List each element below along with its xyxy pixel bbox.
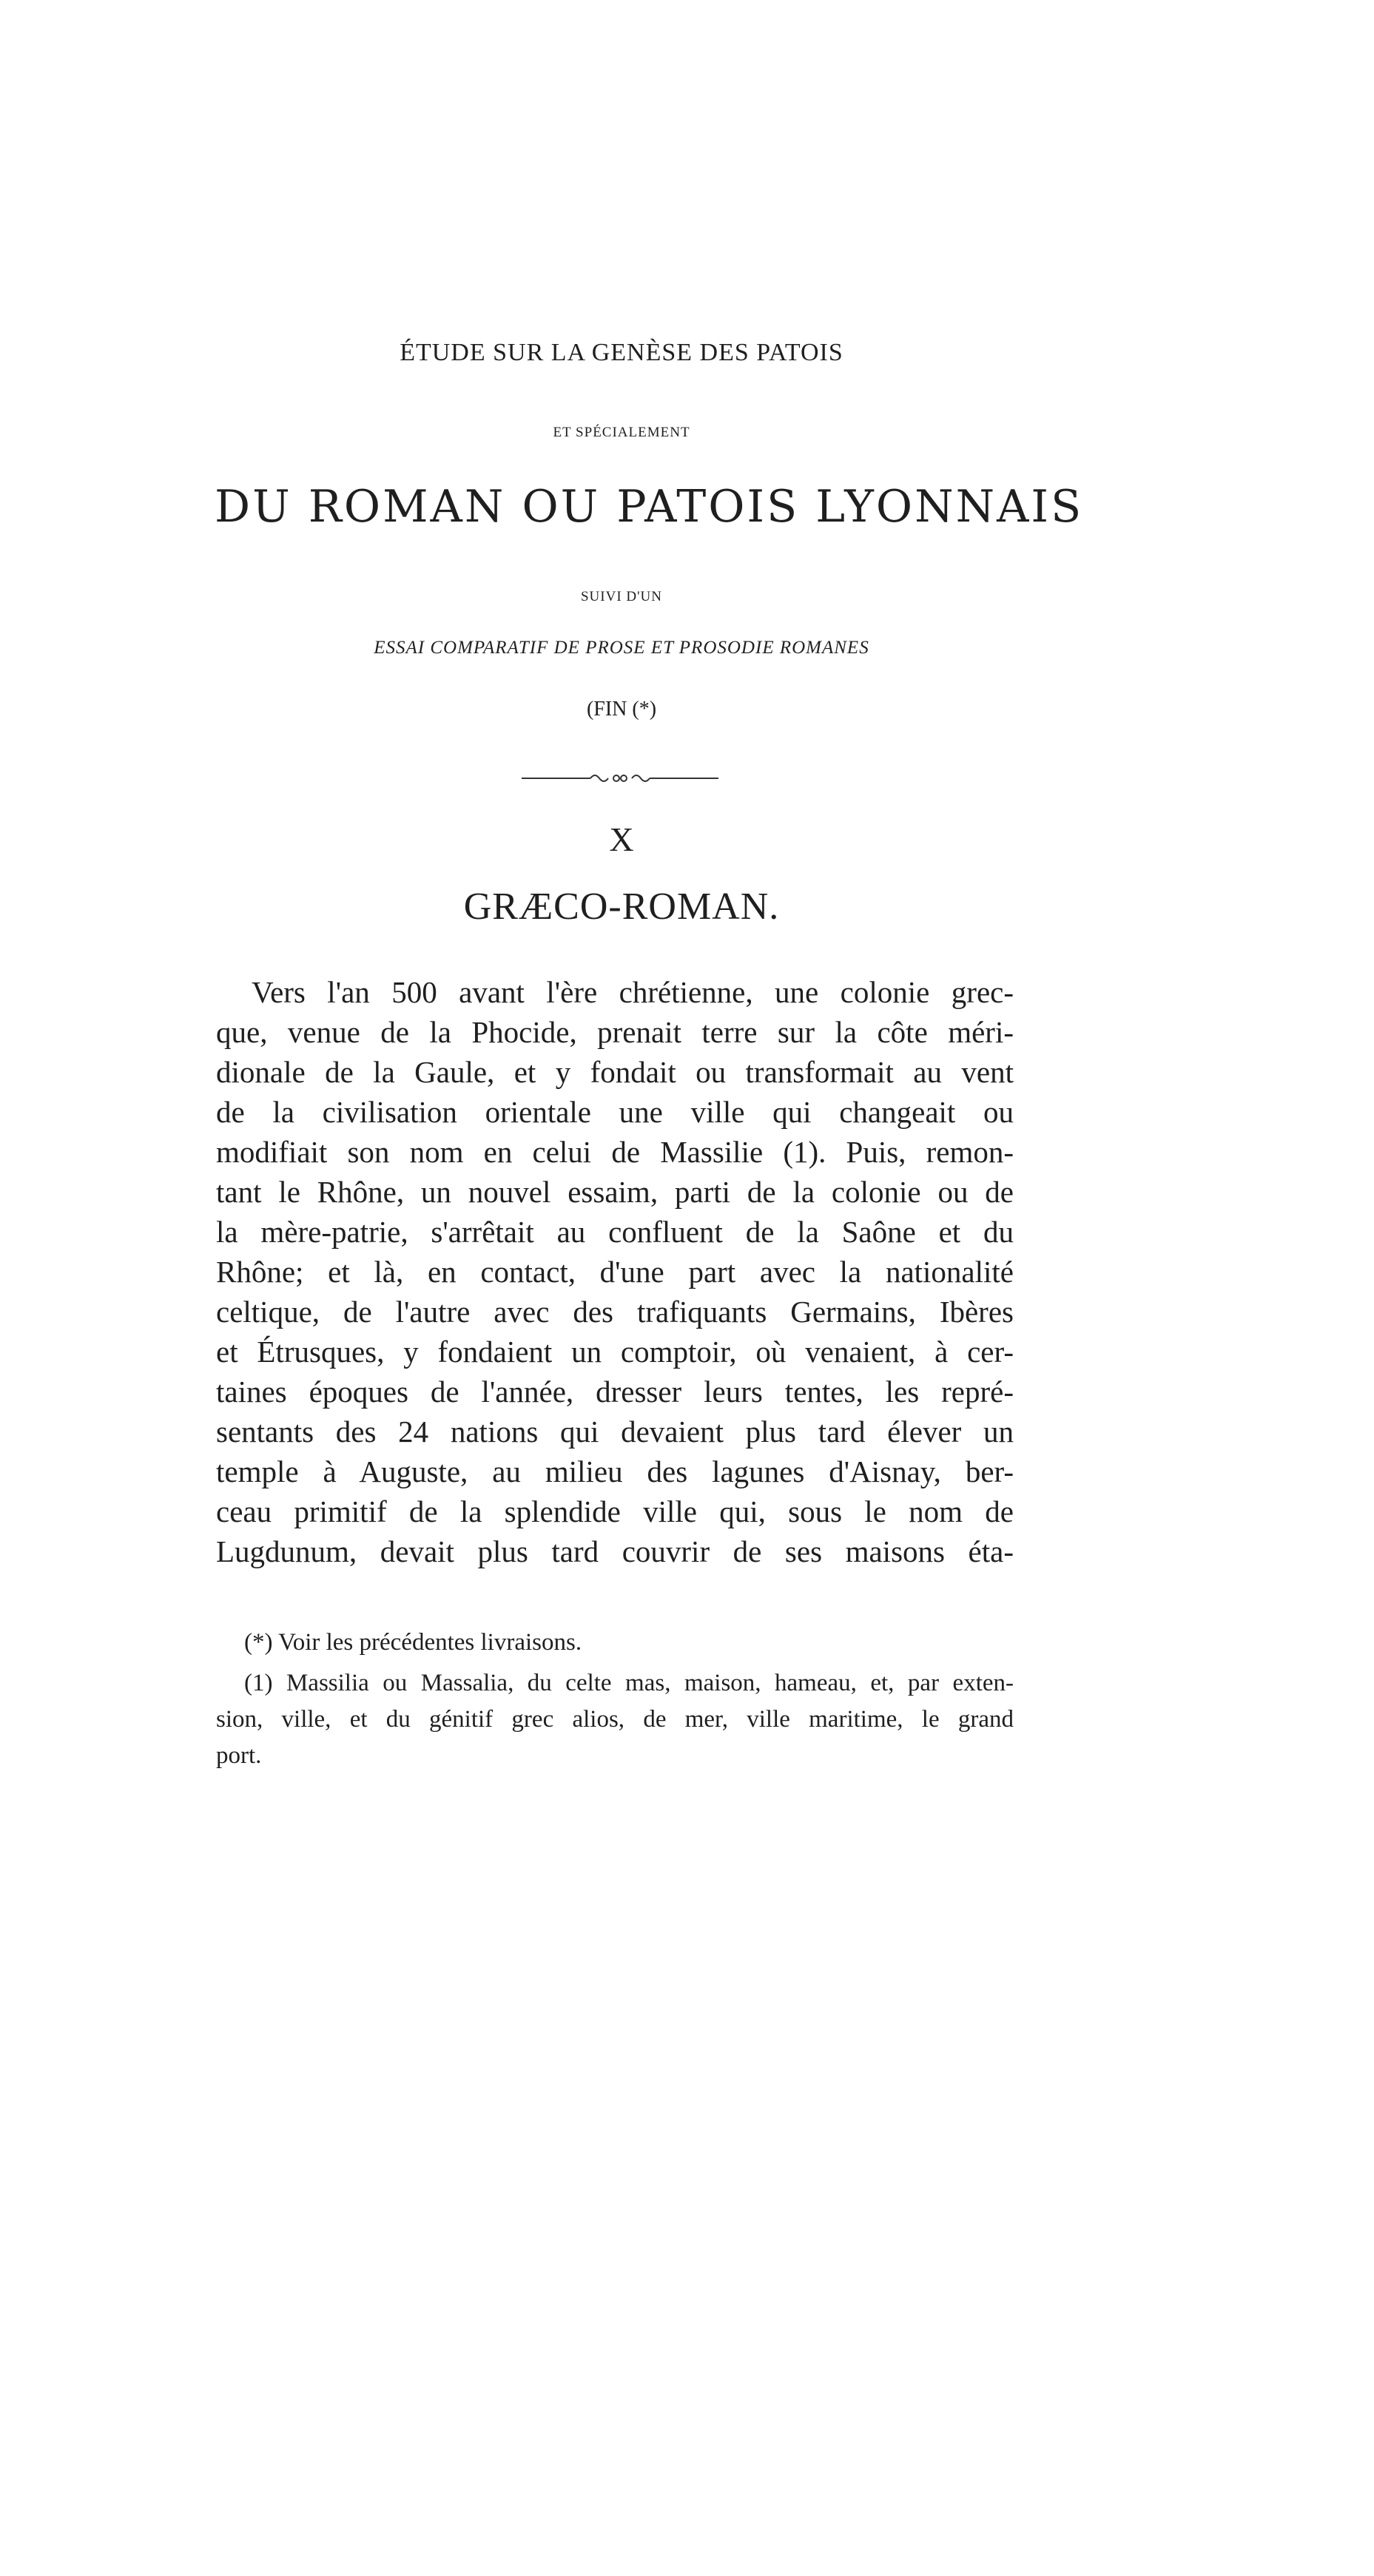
body-paragraph — [216, 972, 1014, 1571]
body-line: tant le Rhône, un nouvel essaim, parti de la colonie ou de — [216, 1175, 1014, 1209]
body-line: que, venue de la Phocide, prenait terre sur la côte méri- — [216, 1015, 1014, 1049]
body-line: Rhône; et là, en contact, d'une part avec la nationalité — [216, 1255, 1014, 1289]
body-line: de la civilisation orientale une ville qui changeait ou — [216, 1095, 1014, 1129]
body-line: Vers l'an 500 avant l'ère chrétienne, une colonie grec- — [252, 975, 1014, 1009]
continuation-note: (FIN (*) — [586, 698, 657, 721]
chapter-number: X — [609, 820, 634, 858]
footnote-1 — [216, 1625, 1014, 1661]
body-line: Lugdunum, devait plus tard couvrir de ses maisons éta- — [216, 1534, 1014, 1568]
body-line: dionale de la Gaule, et y fondait ou transformait au vent — [216, 1055, 1014, 1089]
body-line: sentants des 24 nations qui devaient plus tard élever un — [216, 1415, 1014, 1449]
body-line: la mère-patrie, s'arrêtait au confluent de la Saône et du — [216, 1215, 1014, 1249]
body-line: modifiait son nom en celui de Massilie (1). Puis, remon- — [216, 1135, 1014, 1169]
chapter-title: GRÆCO-ROMAN. — [463, 886, 780, 928]
footnote-line: port. — [216, 1742, 262, 1769]
ornament-divider — [520, 769, 720, 787]
subtitle: ESSAI COMPARATIF DE PROSE ET PROSODIE ROMANES — [374, 638, 869, 658]
title-line-4: SUIVI D'UN — [580, 589, 662, 604]
body-line: ceau primitif de la splendide ville qui, sous le nom de — [216, 1494, 1014, 1528]
body-line: celtique, de l'autre avec des trafiquants Germains, Ibères — [216, 1295, 1014, 1329]
footnote-line: (*) Voir les précédentes livraisons. — [244, 1629, 582, 1656]
body-line: et Étrusques, y fondaient un comptoir, où venaient, à cer- — [216, 1335, 1014, 1369]
body-line: taines époques de l'année, dresser leurs tentes, les repré- — [216, 1375, 1014, 1409]
title-line-1: ÉTUDE SUR LA GENÈSE DES PATOIS — [400, 339, 843, 366]
title-line-2: ET SPÉCIALEMENT — [553, 425, 690, 440]
footnote-line: (1) Massilia ou Massalia, du celte mas, maison, hameau, et, par exten- — [244, 1670, 1014, 1696]
body-line: temple à Auguste, au milieu des lagunes d'Aisnay, ber- — [216, 1454, 1014, 1488]
main-title: DU ROMAN OU PATOIS LYONNAIS — [215, 481, 1084, 533]
footnote-2 — [216, 1665, 1014, 1774]
footnote-line: sion, ville, et du génitif grec alios, de mer, ville maritime, le grand — [216, 1706, 1014, 1733]
